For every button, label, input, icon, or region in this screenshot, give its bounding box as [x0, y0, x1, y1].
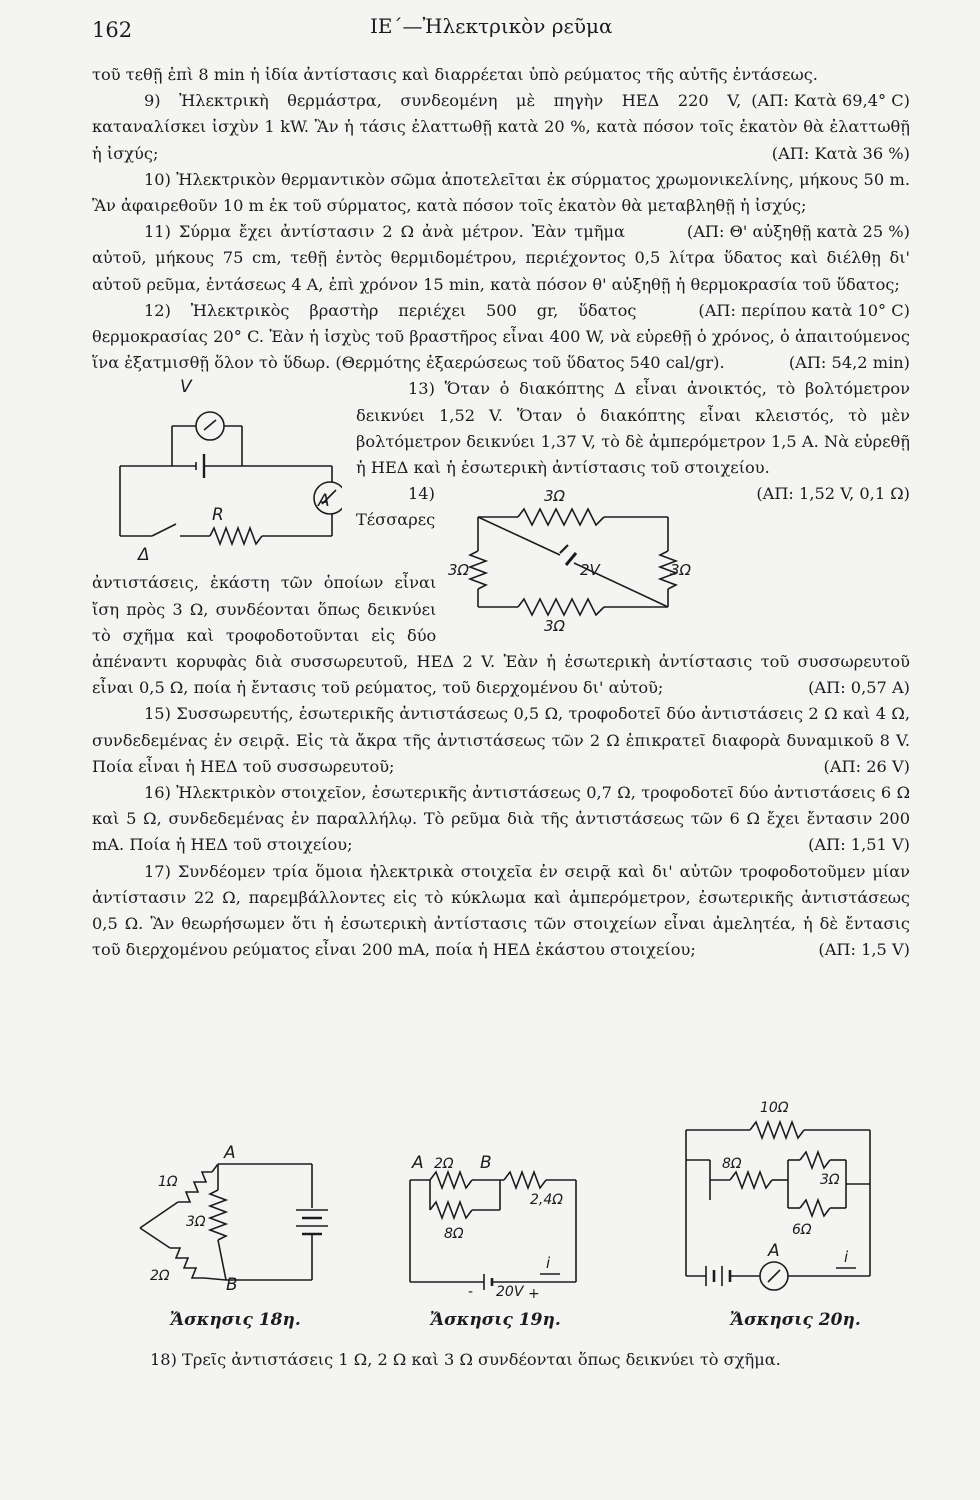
fig19-node-b: B — [480, 1153, 492, 1173]
figure-19-circuit — [400, 1140, 600, 1300]
fig14-bottom-label: 3Ω — [544, 617, 566, 636]
fig20-r6: 6Ω — [792, 1222, 812, 1238]
figure-20-circuit — [660, 1090, 900, 1300]
fig19-r2: 2Ω — [434, 1156, 454, 1172]
fig19-plus: + — [528, 1286, 540, 1300]
problem-15: 15) Συσσωρευτής, ἐσωτερικῆς ἀντιστάσεως 0,5 Ω, τροφοδοτεῖ δύο ἀντιστάσεις 2 Ω καὶ 4 Ω, συνδεδεμένας ἐν σειρᾷ. Εἰς τὰ ἄκρα τῆς ἀντιστάσεως τῶν 2 Ω ἐπικρατεῖ διαφορὰ δυναμικοῦ 8 V. Ποία εἶναι ἡ ΗΕΔ τοῦ συσσωρευτοῦ; (ΑΠ: 26 V) — [92, 701, 910, 780]
answer-16: (ΑΠ: 1,51 V) — [808, 835, 910, 855]
figure-18-circuit — [130, 1130, 350, 1310]
text-body — [92, 62, 910, 963]
answer-11: (ΑΠ: περίπου κατὰ 10° C) — [698, 300, 910, 320]
fig18-r2: 2Ω — [150, 1268, 170, 1284]
answer-14: (ΑΠ: 0,57 A) — [808, 678, 910, 698]
fig13-resistor-label: R — [212, 505, 224, 526]
fig20-r8: 8Ω — [722, 1156, 742, 1172]
fig19-r24: 2,4Ω — [530, 1192, 563, 1208]
fig14-right-label: 3Ω — [670, 561, 692, 580]
fig19-current: i — [546, 1254, 551, 1272]
fig18-r1: 1Ω — [158, 1174, 178, 1190]
answer-10: (ΑΠ: Θ' αὐξηθῇ κατὰ 25 %) — [686, 222, 910, 242]
problem-12: 12) Ἠλεκτρικὸς βραστὴρ περιέχει 500 gr, ὕδατος θερμοκρασίας 20° C. Ἐὰν ἡ ἰσχὺς τοῦ βραστῆρος εἶναι 400 W, νὰ εὑρεθῇ ὁ χρόνος, ὁ ἀπαιτούμενος ἵνα ἐξατμισθῇ ὅλον τὸ ὕδωρ. (Θερμότης ἐξαερώσεως τοῦ ὕδατος 540 cal/gr). (ΑΠ: 54,2 min) — [92, 298, 910, 377]
answer-15: (ΑΠ: 26 V) — [823, 756, 910, 776]
fig18-r3: 3Ω — [186, 1214, 206, 1230]
answer-9: (ΑΠ: Κατὰ 36 %) — [771, 143, 910, 163]
problem-10: 10) Ἠλεκτρικὸν θερμαντικὸν σῶμα ἀποτελεῖται ἐκ σύρματος χρωμονικελίνης, μήκους 50 m. Ἂν ἀφαιρεθοῦν 10 m ἐκ τοῦ σύρματος, κατὰ πόσον τοῖς ἑκατὸν θὰ μεταβληθῇ ἡ ἰσχύς; (ΑΠ: Θ' αὐξηθῇ κατὰ 25 %) — [92, 167, 910, 219]
problem-17: 17) Συνδέομεν τρία ὅμοια ἠλεκτρικὰ στοιχεῖα ἐν σειρᾷ καὶ δι' αὐτῶν τροφοδοτοῦμεν μίαν ἀντίστασιν 22 Ω, παρεμβάλλοντες εἰς τὸ κύκλωμα καὶ ἀμπερόμετρον, ἐσωτερικῆς ἀντιστάσεως 0,5 Ω. Ἂν θεωρήσωμεν ὅτι ἡ ἐσωτερικὴ ἀντίστασις τῶν στοιχείων εἶναι ἀμελητέα, ἡ δὲ ἔντασις τοῦ διερχομένου ρεύματος εἶναι 200 mA, ποία ἡ ΗΕΔ ἑκάστου στοιχείου; (ΑΠ: 1,5 V) — [92, 859, 910, 964]
figure-14-circuit — [448, 481, 694, 637]
fig20-ammeter-label: A — [768, 1241, 780, 1261]
fig13-switch-label: Δ — [138, 545, 150, 566]
problem-13: 13) Ὅταν ὁ διακόπτης Δ εἶναι ἀνοικτός, τὸ βολτόμετρον δεικνύει 1,52 V. Ὅταν ὁ διακόπτης εἶναι κλειστός, τὸ μὲν βολτόμετρον δεικνύει 1,37 V, τὸ δὲ ἀμπερόμετρον 1,5 A. Νὰ εὑρεθῇ ἡ ΗΕΔ καὶ ἡ ἐσωτερικὴ ἀντίστασις τοῦ στοιχείου. (ΑΠ: 1,52 V, 0,1 Ω) — [92, 376, 910, 481]
fig20-r10: 10Ω — [760, 1100, 789, 1116]
problem-18: 18) Τρεῖς ἀντιστάσεις 1 Ω, 2 Ω καὶ 3 Ω συνδέονται ὅπως δεικνύει τὸ σχῆμα. — [150, 1350, 781, 1369]
answer-13: (ΑΠ: 1,52 V, 0,1 Ω) — [756, 484, 910, 504]
problem-8-tail: τοῦ τεθῇ ἐπὶ 8 min ἡ ἰδία ἀντίστασις καὶ διαρρέεται ὑπὸ ρεύματος τῆς αὐτῆς ἐντάσεως. (ΑΠ: Κατὰ 69,4° C) — [92, 62, 910, 88]
fig18-node-a: A — [224, 1143, 236, 1163]
problem-16: 16) Ἠλεκτρικὸν στοιχεῖον, ἐσωτερικῆς ἀντιστάσεως 0,7 Ω, τροφοδοτεῖ δύο ἀντιστάσεις 6 Ω καὶ 5 Ω, συνδεδεμένας ἐν παραλλήλῳ. Τὸ ρεῦμα διὰ τῆς ἀντιστάσεως τῶν 6 Ω ἔχει ἔντασιν 200 mA. Ποία ἡ ΗΕΔ τοῦ στοιχείου; (ΑΠ: 1,51 V) — [92, 780, 910, 859]
caption-19: Ἄσκησις 19η. — [430, 1310, 561, 1330]
fig20-current: i — [844, 1248, 849, 1266]
fig14-top-label: 3Ω — [544, 487, 566, 506]
fig13-voltmeter-label: V — [180, 378, 192, 398]
answer-8: (ΑΠ: Κατὰ 69,4° C) — [751, 91, 910, 111]
problem-11: 11) Σύρμα ἔχει ἀντίστασιν 2 Ω ἀνὰ μέτρον. Ἐὰν τμῆμα αὐτοῦ, μήκους 75 cm, τεθῇ ἐντὸς θερμιδομέτρου, περιέχοντος 0,5 λίτρα ὕδατος καὶ διέλθῃ δι' αὐτοῦ ρεῦμα, ἐντάσεως 4 A, ἐπὶ χρόνον 15 min, κατὰ πόσον θ' αὐξηθῇ ἡ θερμοκρασία τοῦ ὕδατος; (ΑΠ: περίπου κατὰ 10° C) — [92, 219, 910, 298]
running-title: ΙΕ΄—Ἠλεκτρικὸν ρεῦμα — [370, 14, 613, 38]
caption-18: Ἄσκησις 18η. — [170, 1310, 301, 1330]
fig20-r3: 3Ω — [820, 1172, 840, 1188]
fig19-r8: 8Ω — [444, 1226, 464, 1242]
fig13-ammeter-label: A — [318, 491, 330, 512]
fig14-left-label: 3Ω — [448, 561, 470, 580]
fig19-node-a: A — [412, 1153, 424, 1173]
answer-17: (ΑΠ: 1,5 V) — [818, 940, 910, 960]
problem-14: 14) Τέσσαρες ἀντιστάσεις, ἑκάστη τῶν ὁποίων εἶναι ἴση πρὸς 3 Ω, συνδέονται ὅπως δεικνύει τὸ σχῆμα καὶ τροφοδοτοῦνται εἰς δύο ἀπέναντι κορυφὰς διὰ συσσωρευτοῦ, ΗΕΔ 2 V. Ἐὰν ἡ ἐσωτερικὴ ἀντίστασις τοῦ συσσωρευτοῦ εἶναι 0,5 Ω, ποία ἡ ἔντασις τοῦ ρεύματος, τοῦ διερχομένου δι' αὐτοῦ; (ΑΠ: 0,57 A) — [92, 481, 910, 701]
answer-12: (ΑΠ: 54,2 min) — [788, 353, 910, 373]
fig19-minus: - — [468, 1284, 474, 1300]
figure-13-circuit — [92, 378, 342, 570]
problem-9: 9) Ἠλεκτρικὴ θερμάστρα, συνδεομένη μὲ πηγὴν ΗΕΔ 220 V, καταναλίσκει ἰσχὺν 1 kW. Ἂν ἡ τάσις ἐλαττωθῇ κατὰ 20 %, κατὰ πόσον τοῖς ἑκατὸν θὰ ἐλαττωθῇ ἡ ἰσχύς; (ΑΠ: Κατὰ 36 %) — [92, 88, 910, 167]
fig14-emf-label: 2V — [580, 561, 601, 580]
fig19-emf: 20V — [496, 1284, 524, 1300]
caption-20: Ἄσκησις 20η. — [730, 1310, 861, 1330]
fig18-node-b: B — [226, 1275, 238, 1295]
page-number: 162 — [92, 18, 133, 42]
